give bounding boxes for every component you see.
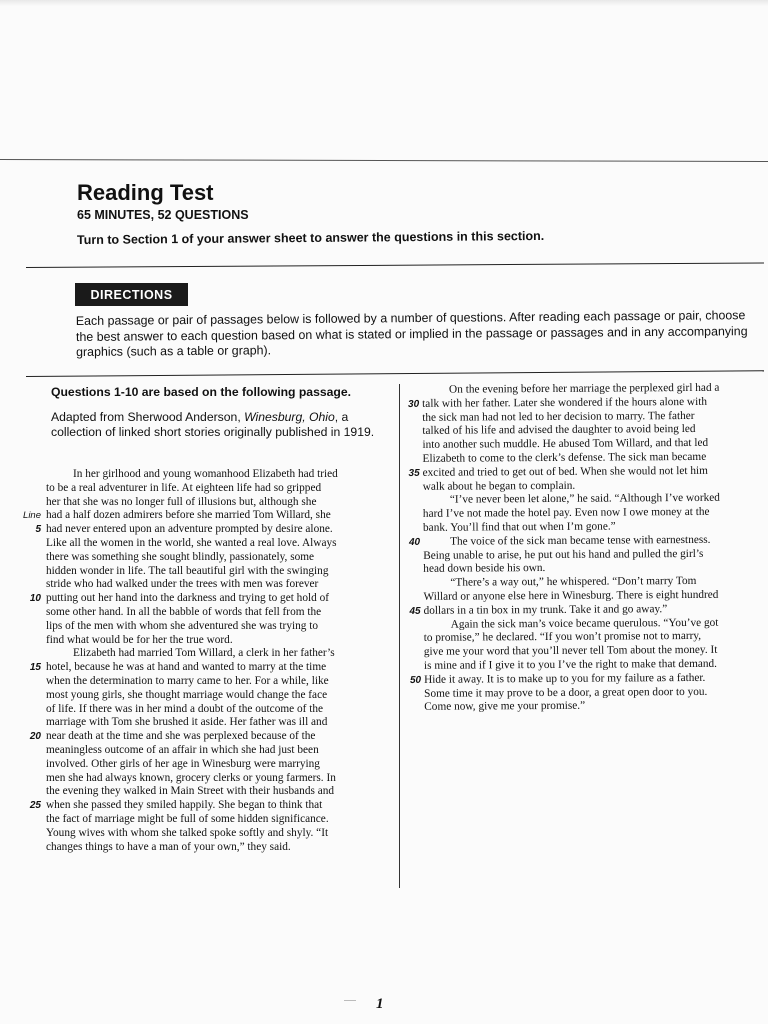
- line-text: when she passed they smiled happily. She began to think that: [46, 799, 323, 812]
- directions-badge: DIRECTIONS: [75, 283, 188, 306]
- line-text: talked of his life and advised the daughter to avoid being led: [422, 423, 696, 438]
- line-text: Hide it away. It is to make up to you for my failure as a father.: [424, 671, 706, 686]
- line-number: [402, 618, 424, 632]
- line-text: Again the sick man’s voice became querulous. “You’ve got: [450, 616, 719, 631]
- line-text: Young wives with whom she talked spoke softly and shyly. “It: [46, 826, 329, 839]
- passage-left-column: [14, 384, 394, 854]
- passage-line: [400, 381, 766, 397]
- passage-text-right: [400, 381, 768, 715]
- passage-line: [14, 813, 394, 827]
- passage-line: [14, 730, 394, 744]
- passage-line: [14, 647, 394, 661]
- line-number: [14, 551, 46, 565]
- passage-line: [14, 758, 394, 772]
- line-text: putting out her hand into the darkness and trying to get hold of: [46, 592, 330, 605]
- passage-line: [14, 578, 394, 592]
- passage-line: [14, 744, 394, 758]
- passage-line: [14, 675, 394, 689]
- passage-line: [14, 634, 394, 648]
- passage-line: [14, 785, 394, 799]
- line-text: most young girls, she thought marriage would change the face: [46, 688, 328, 701]
- intro-prefix: Adapted from Sherwood Anderson,: [51, 410, 245, 424]
- line-number: [14, 758, 46, 772]
- line-text: Elizabeth to come to the clerk’s defense. The sick man became: [422, 450, 707, 465]
- line-number: 10: [29, 593, 41, 605]
- line-text: The voice of the sick man became tense with earnestness.: [450, 533, 711, 548]
- line-number: 25: [29, 800, 41, 812]
- line-text: near death at the time and she was perplexed because of the: [46, 730, 316, 743]
- line-number: [400, 425, 422, 439]
- passage-line: [402, 699, 768, 715]
- passage-line: [402, 616, 768, 632]
- line-number: [402, 660, 424, 674]
- line-number: [401, 480, 423, 494]
- line-text: hotel, because he was at hand and wanted to marry at the time: [46, 661, 327, 674]
- line-number: 50: [409, 674, 422, 686]
- passage-line: [402, 657, 768, 673]
- line-number: [401, 494, 423, 508]
- passage-line: [14, 565, 394, 579]
- line-number: [14, 578, 46, 592]
- line-number: [401, 549, 423, 563]
- bottom-mark: [344, 1000, 356, 1001]
- line-text: had a half dozen admirers before she married Tom Willard, she: [46, 509, 331, 522]
- line-number: 35: [408, 467, 420, 479]
- passage-line: [14, 482, 394, 496]
- line-number: [14, 620, 46, 634]
- line-text: meaningless outcome of an affair in which she had just been: [46, 743, 319, 756]
- line-number: [14, 647, 46, 661]
- line-text: to be a real adventurer in life. At eighteen life had so gripped: [46, 481, 322, 494]
- line-number: [401, 522, 423, 536]
- line-number: [400, 384, 422, 398]
- line-text: of life. If there was in her mind a doubt of the outcome of the: [46, 702, 323, 715]
- intro-title: Winesburg, Ohio: [244, 410, 335, 424]
- line-text: there was something she sought blindly, passionately, some: [46, 550, 315, 563]
- passage-right-column: [400, 381, 768, 715]
- passage-line: [401, 492, 767, 508]
- line-number: [402, 687, 424, 701]
- line-number: [401, 577, 423, 591]
- line-text: bank. You’ll find that out when I’m gone.”: [422, 520, 616, 534]
- header-rule: [26, 262, 764, 268]
- line-number: [401, 508, 423, 522]
- passage-line: [14, 468, 394, 482]
- passage-line: [14, 620, 394, 634]
- line-text: Like all the women in the world, she wanted a real love. Always: [46, 536, 337, 549]
- line-text: On the evening before her marriage the perplexed girl had a: [448, 381, 720, 396]
- page-top-shadow: [0, 0, 768, 6]
- line-number: [14, 744, 46, 758]
- line-number: [401, 563, 423, 577]
- line-text: changes things to have a man of your own,” they said.: [46, 840, 291, 853]
- line-text: hard I’ve not made the hotel pay. Even now I owe money at the: [422, 506, 710, 521]
- passage-line: [14, 799, 394, 813]
- line-number: [14, 468, 46, 482]
- line-number: [14, 703, 46, 717]
- line-number: [14, 482, 46, 496]
- line-number: [14, 716, 46, 730]
- line-number: [14, 785, 46, 799]
- line-text: Come now, give me your promise.”: [424, 700, 586, 714]
- line-text: involved. Other girls of her age in Winesburg were marrying: [46, 757, 320, 770]
- passage-intro: [51, 410, 391, 468]
- line-number: 30: [407, 398, 420, 410]
- line-number: Line: [23, 510, 41, 522]
- test-duration: 65 MINUTES, 52 QUESTIONS: [77, 208, 249, 222]
- line-number: [402, 646, 424, 660]
- line-text: give me your word that you’ll never tell Tom about the money. It: [423, 643, 718, 658]
- line-text: “There’s a way out,” he whispered. “Don’t marry Tom: [450, 575, 697, 589]
- page-number: 1: [376, 996, 384, 1012]
- passage-line: [401, 588, 767, 604]
- line-number: 20: [29, 731, 41, 743]
- line-text: Elizabeth had married Tom Willard, a clerk in her father’s: [73, 647, 335, 660]
- line-text: In her girlhood and young womanhood Elizabeth had tried: [73, 468, 338, 480]
- passage-line: [14, 703, 394, 717]
- line-text: Some time it may prove to be a door, a great open door to you.: [424, 685, 708, 700]
- line-number: 45: [409, 605, 421, 617]
- section-instruction: Turn to Section 1 of your answer sheet to answer the questions in this section.: [76, 228, 545, 247]
- line-text: Willard or anyone else here in Winesburg. There is eight hundred: [423, 588, 719, 603]
- line-number: [14, 827, 46, 841]
- passage-line: [14, 689, 394, 703]
- passage-line: [14, 537, 394, 551]
- directions-text: Each passage or pair of passages below is followed by a number of questions. After reading each passage or pair, choose the best answer to each question based on what is stated or implied in the passage or passages and in any accompanying graphics (such as a table or graph).: [75, 308, 748, 359]
- line-number: [14, 675, 46, 689]
- passage-line: [14, 592, 394, 606]
- line-text: “I’ve never been let alone,” he said. “Although I’ve worked: [449, 492, 720, 507]
- passage-line: [14, 841, 394, 855]
- line-number: [14, 496, 46, 510]
- test-title: Reading Test: [77, 180, 214, 205]
- line-text: the evening they walked in Main Street with their husbands and: [46, 785, 335, 798]
- passage-line: [14, 827, 394, 841]
- passage-line: [14, 661, 394, 675]
- line-text: is mine and if I give it to you I’ve the right to make that demand.: [423, 657, 718, 672]
- line-number: [400, 411, 422, 425]
- line-text: Being unable to arise, he put out his hand and pulled the girl’s: [423, 547, 704, 562]
- line-text: walk about he began to complain.: [422, 479, 576, 493]
- line-number: [402, 701, 424, 715]
- questions-heading: Questions 1-10 are based on the following passage.: [51, 385, 352, 399]
- line-text: lips of the men with whom she adventured she was trying to: [46, 619, 319, 632]
- passage-line: [14, 509, 394, 523]
- line-text: into another such muddle. He abused Tom Willard, and that led: [422, 437, 709, 452]
- line-text: the sick man had not led to her decision to marry. The father: [422, 409, 695, 424]
- line-text: head down beside his own.: [423, 562, 546, 576]
- line-number: [14, 841, 46, 855]
- line-number: 15: [29, 662, 41, 674]
- passage-line: [14, 772, 394, 786]
- line-number: [14, 606, 46, 620]
- test-header: [77, 180, 249, 223]
- line-text: excited and tried to get out of bed. When she would not let him: [422, 464, 708, 479]
- line-number: [14, 772, 46, 786]
- passage-line: [14, 496, 394, 510]
- intro-suffix: , a collection of linked short stories originally published in 1919.: [51, 410, 375, 439]
- line-number: [402, 632, 424, 646]
- line-number: [14, 689, 46, 703]
- passage-line: [14, 606, 394, 620]
- line-text: the fact of marriage might be full of some hidden significance.: [46, 812, 329, 825]
- line-text: men she had always known, grocery clerks or young farmers. In: [46, 771, 336, 784]
- line-number: [400, 453, 422, 467]
- line-text: her that she was no longer full of illusions but, although she: [46, 495, 317, 508]
- top-rule: [0, 159, 768, 162]
- line-number: [14, 565, 46, 579]
- directions-rule: [26, 370, 764, 377]
- passage-line: [14, 551, 394, 565]
- line-text: some other hand. In all the babble of words that fell from the: [46, 605, 322, 618]
- passage-line: [14, 523, 394, 537]
- line-text: stride who had walked under the trees with men was forever: [46, 578, 319, 591]
- line-number: [401, 591, 423, 605]
- line-text: find what would be for her the true word.: [46, 633, 233, 646]
- passage-line: [14, 716, 394, 730]
- line-text: had never entered upon an adventure prompted by desire alone.: [46, 523, 333, 536]
- line-text: talk with her father. Later she wondered if the hours alone with: [422, 395, 708, 410]
- line-number: [14, 537, 46, 551]
- line-text: hidden wonder in life. The tall beautiful girl with the swinging: [46, 564, 329, 577]
- line-number: 40: [408, 536, 421, 548]
- line-text: to promise,” he declared. “If you won’t promise not to marry,: [423, 630, 702, 645]
- line-text: dollars in a tin box in my trunk. Take it and go away.”: [423, 602, 668, 617]
- line-number: 5: [35, 524, 41, 536]
- line-text: marriage with Tom she brushed it aside. Her father was ill and: [46, 716, 328, 729]
- passage-text-left: [14, 468, 394, 854]
- line-number: [400, 439, 422, 453]
- line-text: when the determination to marry came to her. For a while, like: [46, 674, 329, 687]
- line-number: [14, 634, 46, 648]
- line-number: [14, 813, 46, 827]
